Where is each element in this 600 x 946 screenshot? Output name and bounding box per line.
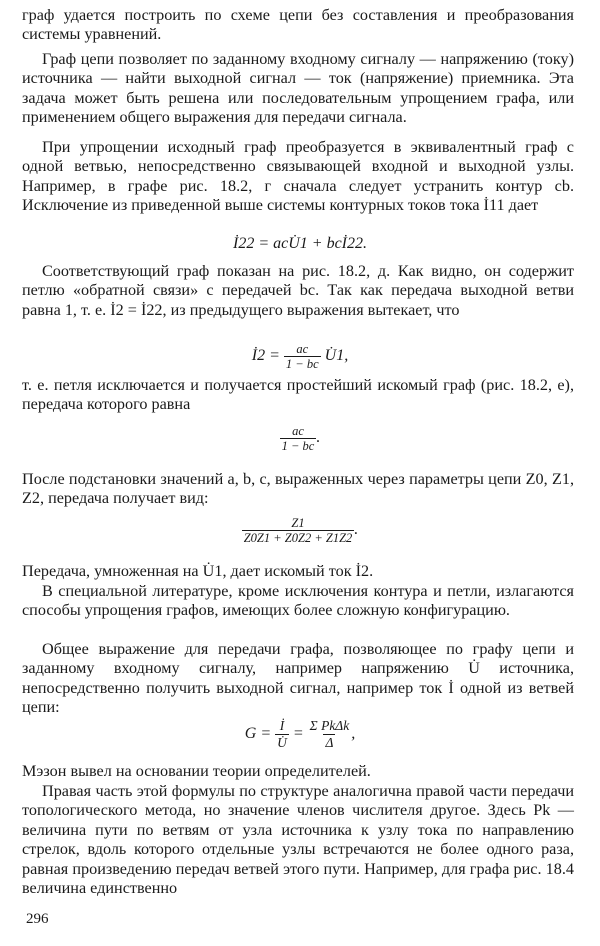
formula-3-denominator: 1 − bc (281, 439, 315, 453)
formula-5-denominator-1: U̇ (277, 735, 287, 750)
formula-5-end: , (351, 725, 356, 743)
paragraph-2: Граф цепи позволяет по заданному входному сигналу — напряжению (току) источника — найти выходной сигнал — ток (напряжение) приемника. Эта задача может быть решена или последовательным упрощением графа, или применением общего выражения для передачи сигнала. (22, 50, 574, 127)
paragraph-7: Передача, умноженная на U̇1, дает искомый ток İ2. (22, 562, 374, 580)
formula-4 (0, 516, 600, 545)
formula-5-numerator-2: Σ PkΔk (309, 718, 350, 733)
formula-4-end: . (354, 521, 359, 539)
formula-3-fraction (280, 424, 317, 453)
formula-5-numerator-1: İ (279, 718, 285, 733)
paragraph-5: т. е. петля исключается и получается простейший искомый граф (рис. 18.2, е), передача которого равна (22, 376, 574, 414)
formula-2 (0, 342, 600, 371)
paragraph-9: Общее выражение для передачи графа, позволяющее по графу цепи и заданному входному сигналу, например напряжению U̇ источника, непосредственно получить выходной сигнал, например ток İ одной из ветвей цепи: (22, 640, 574, 717)
formula-2-rhs: U̇1, (324, 347, 349, 365)
formula-5 (0, 718, 600, 751)
formula-2-lhs: İ2 = (251, 347, 280, 365)
formula-3-numerator: ac (292, 424, 304, 438)
paragraph-8: В специальной литературе, кроме исключения контура и петли, излагаются способы упрощения графов, имеющих более сложную конфигурацию. (22, 582, 574, 620)
paragraph-1: граф удается построить по схеме цепи без составления и преобразования системы уравнений. (22, 6, 574, 44)
formula-5-fraction-1 (275, 718, 289, 751)
formula-2-fraction (284, 342, 321, 371)
paragraph-10: Мэзон вывел на основании теории определителей. (22, 762, 371, 780)
formula-1: İ22 = acU̇1 + bcİ22. (232, 235, 367, 252)
paragraph-6: После подстановки значений a, b, c, выраженных через параметры цепи Z0, Z1, Z2, передача получает вид: (22, 470, 574, 508)
page-number: 296 (26, 911, 49, 927)
paragraph-11: Правая часть этой формулы по структуре аналогична правой части передачи топологического метода, но значение членов числителя другое. Здесь Pk — величина пути по ветвям от узла источника к узлу тока по направлению стрелок, вдоль которого отдельные узлы встречаются не более одного раза, равная произведению передач ветвей этого пути. Например, для графа рис. 18.4 величина единственно (22, 782, 574, 898)
formula-2-numerator: ac (296, 342, 309, 356)
formula-4-numerator: Z1 (291, 516, 305, 530)
formula-5-lhs: G = (244, 725, 272, 743)
formula-2-denominator: 1 − bc (285, 357, 319, 371)
formula-5-denominator-2: Δ (325, 735, 334, 750)
formula-5-equals: = (292, 725, 304, 743)
formula-5-fraction-2 (308, 718, 352, 751)
formula-4-fraction (242, 516, 355, 545)
formula-4-denominator: Z0Z1 + Z0Z2 + Z1Z2 (243, 531, 353, 545)
formula-3-end: . (316, 429, 321, 447)
paragraph-3: При упрощении исходный граф преобразуется в эквивалентный граф с одной ветвью, непосредственно связывающей входной и выходной узлы. Например, в графе рис. 18.2, г сначала следует устранить контур cb. Исключение из приведенной выше системы контурных токов тока İ11 дает (22, 138, 574, 215)
paragraph-4: Соответствующий граф показан на рис. 18.2, д. Как видно, он содержит петлю «обратной связи» с передачей bc. Так как передача выходной ветви равна 1, т. е. İ2 = İ22, из предыдущего выражения вытекает, что (22, 262, 574, 319)
formula-3 (0, 424, 600, 453)
